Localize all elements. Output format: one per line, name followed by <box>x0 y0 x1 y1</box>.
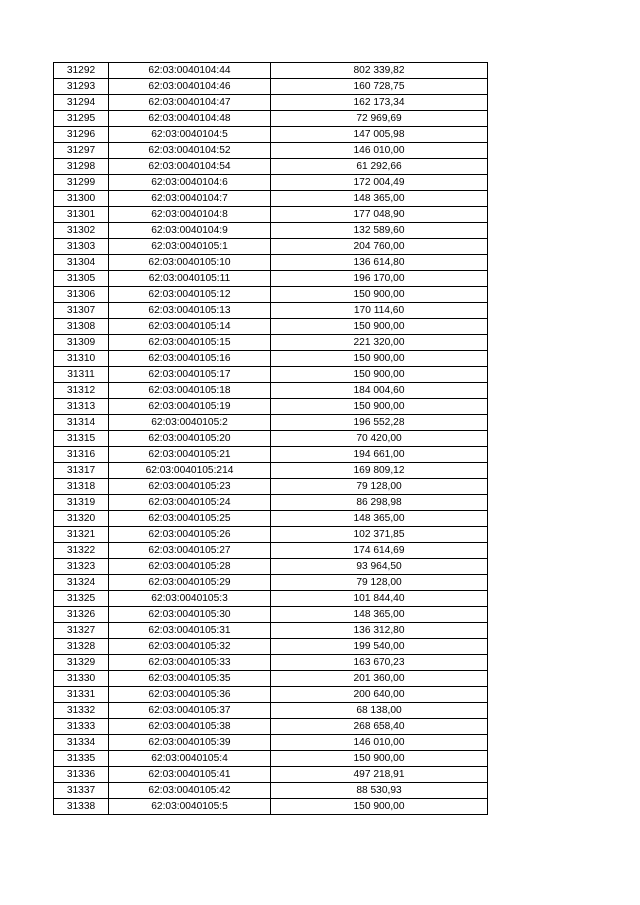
value-cell: 196 552,28 <box>271 415 488 431</box>
row-number-cell: 31298 <box>54 159 109 175</box>
row-number-cell: 31303 <box>54 239 109 255</box>
row-number-cell: 31318 <box>54 479 109 495</box>
table-row <box>54 783 488 799</box>
table-row <box>54 95 488 111</box>
value-cell: 150 900,00 <box>271 367 488 383</box>
value-cell: 136 614,80 <box>271 255 488 271</box>
table-row <box>54 287 488 303</box>
table-row <box>54 719 488 735</box>
value-cell: 70 420,00 <box>271 431 488 447</box>
cadastral-number-cell: 62:03:0040104:7 <box>109 191 271 207</box>
cadastral-number-cell: 62:03:0040105:31 <box>109 623 271 639</box>
cadastral-number-cell: 62:03:0040105:33 <box>109 655 271 671</box>
row-number-cell: 31332 <box>54 703 109 719</box>
row-number-cell: 31312 <box>54 383 109 399</box>
cadastral-number-cell: 62:03:0040104:8 <box>109 207 271 223</box>
value-cell: 93 964,50 <box>271 559 488 575</box>
cadastral-number-cell: 62:03:0040105:4 <box>109 751 271 767</box>
table-row <box>54 175 488 191</box>
value-cell: 150 900,00 <box>271 287 488 303</box>
table-row <box>54 191 488 207</box>
row-number-cell: 31326 <box>54 607 109 623</box>
value-cell: 61 292,66 <box>271 159 488 175</box>
table-row <box>54 655 488 671</box>
cadastral-number-cell: 62:03:0040105:26 <box>109 527 271 543</box>
row-number-cell: 31331 <box>54 687 109 703</box>
table-row <box>54 335 488 351</box>
table-row <box>54 303 488 319</box>
cadastral-number-cell: 62:03:0040105:41 <box>109 767 271 783</box>
value-cell: 199 540,00 <box>271 639 488 655</box>
row-number-cell: 31299 <box>54 175 109 191</box>
cadastral-number-cell: 62:03:0040105:21 <box>109 447 271 463</box>
cadastral-number-cell: 62:03:0040105:39 <box>109 735 271 751</box>
row-number-cell: 31324 <box>54 575 109 591</box>
cadastral-table <box>53 62 488 815</box>
table-row <box>54 207 488 223</box>
row-number-cell: 31310 <box>54 351 109 367</box>
row-number-cell: 31329 <box>54 655 109 671</box>
row-number-cell: 31334 <box>54 735 109 751</box>
value-cell: 101 844,40 <box>271 591 488 607</box>
cadastral-number-cell: 62:03:0040105:42 <box>109 783 271 799</box>
row-number-cell: 31327 <box>54 623 109 639</box>
cadastral-number-cell: 62:03:0040104:47 <box>109 95 271 111</box>
row-number-cell: 31322 <box>54 543 109 559</box>
table-row <box>54 239 488 255</box>
cadastral-number-cell: 62:03:0040105:32 <box>109 639 271 655</box>
value-cell: 86 298,98 <box>271 495 488 511</box>
value-cell: 172 004,49 <box>271 175 488 191</box>
value-cell: 150 900,00 <box>271 399 488 415</box>
table-row <box>54 799 488 815</box>
table-row <box>54 399 488 415</box>
table-row <box>54 63 488 79</box>
row-number-cell: 31293 <box>54 79 109 95</box>
value-cell: 79 128,00 <box>271 479 488 495</box>
cadastral-number-cell: 62:03:0040105:15 <box>109 335 271 351</box>
value-cell: 162 173,34 <box>271 95 488 111</box>
row-number-cell: 31317 <box>54 463 109 479</box>
value-cell: 72 969,69 <box>271 111 488 127</box>
value-cell: 170 114,60 <box>271 303 488 319</box>
value-cell: 169 809,12 <box>271 463 488 479</box>
row-number-cell: 31306 <box>54 287 109 303</box>
table-row <box>54 351 488 367</box>
value-cell: 160 728,75 <box>271 79 488 95</box>
table-row <box>54 143 488 159</box>
row-number-cell: 31335 <box>54 751 109 767</box>
table-row <box>54 159 488 175</box>
cadastral-number-cell: 62:03:0040105:20 <box>109 431 271 447</box>
cadastral-number-cell: 62:03:0040104:46 <box>109 79 271 95</box>
cadastral-number-cell: 62:03:0040105:27 <box>109 543 271 559</box>
value-cell: 150 900,00 <box>271 319 488 335</box>
row-number-cell: 31295 <box>54 111 109 127</box>
table-row <box>54 431 488 447</box>
cadastral-number-cell: 62:03:0040105:23 <box>109 479 271 495</box>
cadastral-number-cell: 62:03:0040105:37 <box>109 703 271 719</box>
table-row <box>54 527 488 543</box>
table-row <box>54 271 488 287</box>
value-cell: 147 005,98 <box>271 127 488 143</box>
value-cell: 497 218,91 <box>271 767 488 783</box>
row-number-cell: 31311 <box>54 367 109 383</box>
table-row <box>54 607 488 623</box>
row-number-cell: 31323 <box>54 559 109 575</box>
table-row <box>54 703 488 719</box>
row-number-cell: 31300 <box>54 191 109 207</box>
cadastral-number-cell: 62:03:0040104:52 <box>109 143 271 159</box>
table-row <box>54 751 488 767</box>
cadastral-number-cell: 62:03:0040104:6 <box>109 175 271 191</box>
table-row <box>54 111 488 127</box>
row-number-cell: 31313 <box>54 399 109 415</box>
row-number-cell: 31309 <box>54 335 109 351</box>
cadastral-number-cell: 62:03:0040105:36 <box>109 687 271 703</box>
value-cell: 268 658,40 <box>271 719 488 735</box>
value-cell: 88 530,93 <box>271 783 488 799</box>
row-number-cell: 31297 <box>54 143 109 159</box>
row-number-cell: 31337 <box>54 783 109 799</box>
row-number-cell: 31314 <box>54 415 109 431</box>
value-cell: 204 760,00 <box>271 239 488 255</box>
row-number-cell: 31316 <box>54 447 109 463</box>
cadastral-number-cell: 62:03:0040105:12 <box>109 287 271 303</box>
cadastral-number-cell: 62:03:0040105:35 <box>109 671 271 687</box>
row-number-cell: 31328 <box>54 639 109 655</box>
value-cell: 184 004,60 <box>271 383 488 399</box>
table-row <box>54 127 488 143</box>
cadastral-number-cell: 62:03:0040105:10 <box>109 255 271 271</box>
value-cell: 146 010,00 <box>271 143 488 159</box>
value-cell: 201 360,00 <box>271 671 488 687</box>
cadastral-number-cell: 62:03:0040105:16 <box>109 351 271 367</box>
row-number-cell: 31308 <box>54 319 109 335</box>
row-number-cell: 31321 <box>54 527 109 543</box>
row-number-cell: 31302 <box>54 223 109 239</box>
table-row <box>54 495 488 511</box>
value-cell: 79 128,00 <box>271 575 488 591</box>
value-cell: 102 371,85 <box>271 527 488 543</box>
table-row <box>54 447 488 463</box>
table-row <box>54 255 488 271</box>
row-number-cell: 31315 <box>54 431 109 447</box>
table-row <box>54 367 488 383</box>
cadastral-number-cell: 62:03:0040104:44 <box>109 63 271 79</box>
table-row <box>54 415 488 431</box>
table-row <box>54 591 488 607</box>
cadastral-number-cell: 62:03:0040105:1 <box>109 239 271 255</box>
value-cell: 136 312,80 <box>271 623 488 639</box>
value-cell: 146 010,00 <box>271 735 488 751</box>
table-row <box>54 623 488 639</box>
table-row <box>54 383 488 399</box>
cadastral-number-cell: 62:03:0040105:11 <box>109 271 271 287</box>
cadastral-number-cell: 62:03:0040104:5 <box>109 127 271 143</box>
value-cell: 150 900,00 <box>271 351 488 367</box>
value-cell: 132 589,60 <box>271 223 488 239</box>
table-row <box>54 543 488 559</box>
row-number-cell: 31336 <box>54 767 109 783</box>
value-cell: 221 320,00 <box>271 335 488 351</box>
cadastral-number-cell: 62:03:0040105:14 <box>109 319 271 335</box>
value-cell: 200 640,00 <box>271 687 488 703</box>
row-number-cell: 31319 <box>54 495 109 511</box>
row-number-cell: 31330 <box>54 671 109 687</box>
table-row <box>54 687 488 703</box>
table-row <box>54 511 488 527</box>
cadastral-number-cell: 62:03:0040105:17 <box>109 367 271 383</box>
value-cell: 68 138,00 <box>271 703 488 719</box>
cadastral-number-cell: 62:03:0040104:54 <box>109 159 271 175</box>
cadastral-number-cell: 62:03:0040105:13 <box>109 303 271 319</box>
table-row <box>54 319 488 335</box>
value-cell: 148 365,00 <box>271 511 488 527</box>
table-row <box>54 79 488 95</box>
table-row <box>54 575 488 591</box>
table-row <box>54 463 488 479</box>
table-row <box>54 671 488 687</box>
value-cell: 150 900,00 <box>271 751 488 767</box>
cadastral-number-cell: 62:03:0040104:48 <box>109 111 271 127</box>
table-row <box>54 639 488 655</box>
row-number-cell: 31307 <box>54 303 109 319</box>
value-cell: 177 048,90 <box>271 207 488 223</box>
value-cell: 802 339,82 <box>271 63 488 79</box>
table-row <box>54 559 488 575</box>
cadastral-number-cell: 62:03:0040105:214 <box>109 463 271 479</box>
table-body <box>54 63 488 815</box>
cadastral-number-cell: 62:03:0040105:25 <box>109 511 271 527</box>
table-row <box>54 735 488 751</box>
value-cell: 174 614,69 <box>271 543 488 559</box>
row-number-cell: 31333 <box>54 719 109 735</box>
cadastral-number-cell: 62:03:0040105:29 <box>109 575 271 591</box>
cadastral-number-cell: 62:03:0040105:24 <box>109 495 271 511</box>
value-cell: 150 900,00 <box>271 799 488 815</box>
table-row <box>54 223 488 239</box>
cadastral-number-cell: 62:03:0040105:30 <box>109 607 271 623</box>
value-cell: 148 365,00 <box>271 191 488 207</box>
cadastral-number-cell: 62:03:0040105:38 <box>109 719 271 735</box>
value-cell: 196 170,00 <box>271 271 488 287</box>
cadastral-number-cell: 62:03:0040105:28 <box>109 559 271 575</box>
value-cell: 194 661,00 <box>271 447 488 463</box>
cadastral-number-cell: 62:03:0040105:2 <box>109 415 271 431</box>
table-row <box>54 479 488 495</box>
table-row <box>54 767 488 783</box>
value-cell: 148 365,00 <box>271 607 488 623</box>
cadastral-number-cell: 62:03:0040105:3 <box>109 591 271 607</box>
row-number-cell: 31294 <box>54 95 109 111</box>
row-number-cell: 31296 <box>54 127 109 143</box>
cadastral-number-cell: 62:03:0040105:19 <box>109 399 271 415</box>
row-number-cell: 31338 <box>54 799 109 815</box>
value-cell: 163 670,23 <box>271 655 488 671</box>
cadastral-number-cell: 62:03:0040105:5 <box>109 799 271 815</box>
row-number-cell: 31292 <box>54 63 109 79</box>
cadastral-number-cell: 62:03:0040104:9 <box>109 223 271 239</box>
row-number-cell: 31325 <box>54 591 109 607</box>
row-number-cell: 31305 <box>54 271 109 287</box>
row-number-cell: 31320 <box>54 511 109 527</box>
row-number-cell: 31301 <box>54 207 109 223</box>
row-number-cell: 31304 <box>54 255 109 271</box>
cadastral-number-cell: 62:03:0040105:18 <box>109 383 271 399</box>
